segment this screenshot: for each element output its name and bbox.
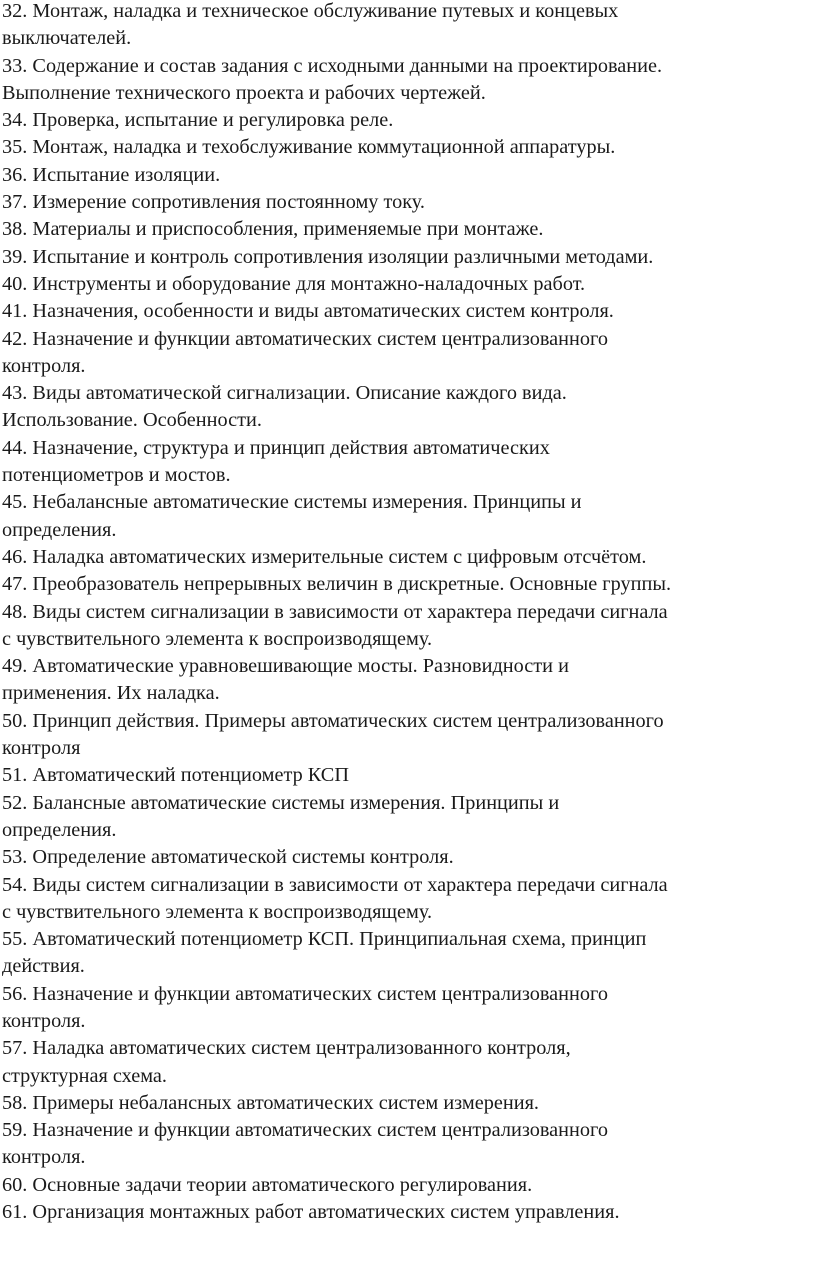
list-item: 35. Монтаж, наладка и техобслуживание коммутационной аппаратуры. [2, 136, 616, 159]
list-item-continuation: с чувствительного элемента к воспроизводящему. [2, 627, 433, 650]
list-item: 39. Испытание и контроль сопротивления изоляции различными методами. [2, 245, 654, 268]
list-item: 36. Испытание изоляции. [2, 163, 221, 186]
list-item-continuation: контроля. [2, 354, 86, 377]
list-item: 50. Принцип действия. Примеры автоматических систем централизованного [2, 709, 664, 732]
list-item: 42. Назначение и функции автоматических систем централизованного [2, 327, 608, 350]
list-item: 60. Основные задачи теории автоматического регулирования. [2, 1173, 533, 1196]
list-item: 34. Проверка, испытание и регулировка реле. [2, 109, 394, 132]
list-item-continuation: определения. [2, 518, 117, 541]
list-item: 37. Измерение сопротивления постоянному току. [2, 191, 425, 214]
list-item: 57. Наладка автоматических систем централизованного контроля, [2, 1037, 571, 1060]
list-item-continuation: структурная схема. [2, 1064, 167, 1087]
list-item: 53. Определение автоматической системы контроля. [2, 846, 454, 869]
list-item-continuation: применения. Их наладка. [2, 682, 220, 705]
list-item: 46. Наладка автоматических измерительные систем с цифровым отсчётом. [2, 545, 647, 568]
list-item: 58. Примеры небалансных автоматических систем измерения. [2, 1091, 539, 1114]
list-item: 59. Назначение и функции автоматических систем централизованного [2, 1119, 608, 1142]
question-list [2, 0, 816, 1226]
list-item: 49. Автоматические уравновешивающие мосты. Разновидности и [2, 655, 569, 678]
list-item-continuation: Использование. Особенности. [2, 409, 262, 432]
list-item-continuation: определения. [2, 818, 117, 841]
list-item: 51. Автоматический потенциометр КСП [2, 764, 349, 787]
list-item: 41. Назначения, особенности и виды автоматических систем контроля. [2, 300, 614, 323]
list-item-continuation: с чувствительного элемента к воспроизводящему. [2, 900, 433, 923]
list-item: 54. Виды систем сигнализации в зависимости от характера передачи сигнала [2, 873, 668, 896]
list-item-continuation: Выполнение технического проекта и рабочих чертежей. [2, 81, 486, 104]
list-item: 38. Материалы и приспособления, применяемые при монтаже. [2, 218, 544, 241]
list-item: 44. Назначение, структура и принцип действия автоматических [2, 436, 550, 459]
list-item-continuation: контроля. [2, 1146, 86, 1169]
list-item: 43. Виды автоматической сигнализации. Описание каждого вида. [2, 382, 567, 405]
list-item: 32. Монтаж, наладка и техническое обслуживание путевых и концевых [2, 0, 619, 22]
list-item-continuation: действия. [2, 955, 85, 978]
list-item: 56. Назначение и функции автоматических систем централизованного [2, 982, 608, 1005]
list-item: 33. Содержание и состав задания с исходными данными на проектирование. [2, 54, 663, 77]
list-item: 40. Инструменты и оборудование для монтажно-наладочных работ. [2, 272, 586, 295]
list-item: 47. Преобразователь непрерывных величин в дискретные. Основные группы. [2, 573, 672, 596]
list-item: 45. Небалансные автоматические системы измерения. Принципы и [2, 491, 582, 514]
list-item-continuation: контроля. [2, 1009, 86, 1032]
list-item: 48. Виды систем сигнализации в зависимости от характера передачи сигнала [2, 600, 668, 623]
list-item-continuation: потенциометров и мостов. [2, 464, 231, 487]
list-item-continuation: контроля [2, 737, 81, 760]
list-item: 61. Организация монтажных работ автоматических систем управления. [2, 1201, 620, 1224]
list-item: 52. Балансные автоматические системы измерения. Принципы и [2, 791, 560, 814]
list-item: 55. Автоматический потенциометр КСП. Принципиальная схема, принцип [2, 928, 647, 951]
list-item-continuation: выключателей. [2, 27, 132, 50]
